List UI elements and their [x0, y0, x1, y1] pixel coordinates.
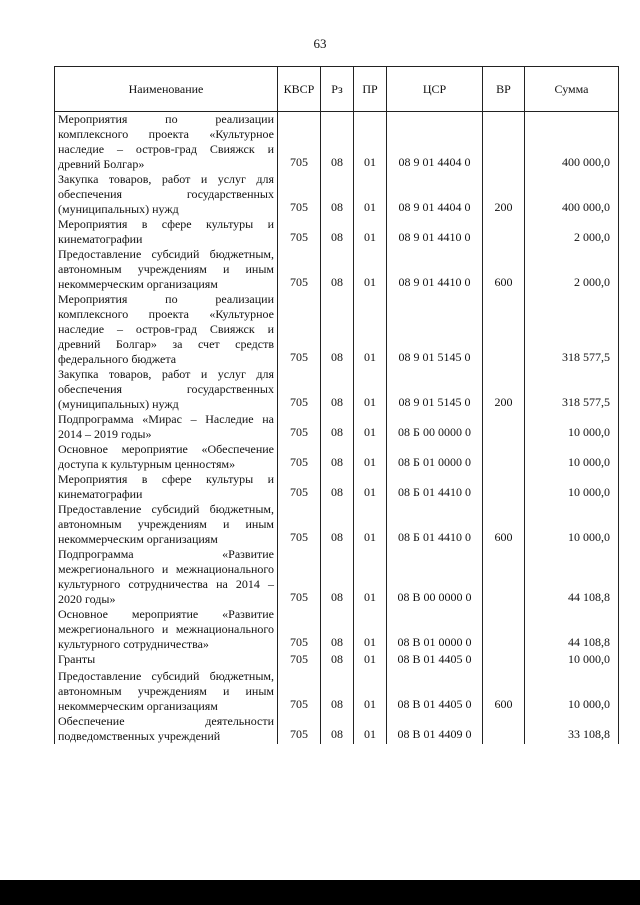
- row-pr: 01: [354, 292, 387, 367]
- row-name: Мероприятия в сфере культуры и кинематографии: [55, 217, 278, 247]
- row-csr: 08 9 01 4410 0: [387, 217, 483, 247]
- table-row: [55, 547, 619, 607]
- row-kvsr: 705: [278, 472, 321, 502]
- row-sum: 44 108,8: [525, 607, 619, 652]
- row-pr: 01: [354, 652, 387, 669]
- row-vr: 600: [483, 502, 525, 547]
- table-row: [55, 607, 619, 652]
- col-header-name: Наименование: [55, 67, 278, 112]
- row-sum: 10 000,0: [525, 669, 619, 714]
- row-pr: 01: [354, 714, 387, 744]
- table-row: [55, 412, 619, 442]
- table-row: [55, 112, 619, 173]
- row-kvsr: 705: [278, 607, 321, 652]
- table-row: [55, 367, 619, 412]
- row-sum: 10 000,0: [525, 652, 619, 669]
- row-name: Подпрограмма «Развитие межрегионального и межнационального культурного сотрудничества на 2014 – 2020 годы»: [55, 547, 278, 607]
- row-sum: 10 000,0: [525, 472, 619, 502]
- row-rz: 08: [321, 547, 354, 607]
- table-row: [55, 502, 619, 547]
- row-name: Предоставление субсидий бюджетным, автономным учреждениям и иным некоммерческим организациям: [55, 247, 278, 292]
- row-kvsr: 705: [278, 669, 321, 714]
- row-csr: 08 Б 01 4410 0: [387, 502, 483, 547]
- row-kvsr: 705: [278, 292, 321, 367]
- row-kvsr: 705: [278, 172, 321, 217]
- table-row: [55, 442, 619, 472]
- row-sum: 400 000,0: [525, 112, 619, 173]
- row-rz: 08: [321, 112, 354, 173]
- row-vr: [483, 652, 525, 669]
- col-header-csr: ЦСР: [387, 67, 483, 112]
- row-kvsr: 705: [278, 367, 321, 412]
- budget-table: [54, 66, 619, 744]
- table-row: [55, 669, 619, 714]
- row-vr: [483, 442, 525, 472]
- row-csr: 08 9 01 4404 0: [387, 172, 483, 217]
- row-rz: 08: [321, 669, 354, 714]
- row-vr: 600: [483, 669, 525, 714]
- row-kvsr: 705: [278, 247, 321, 292]
- row-name: Мероприятия в сфере культуры и кинематографии: [55, 472, 278, 502]
- table-row: [55, 172, 619, 217]
- row-sum: 44 108,8: [525, 547, 619, 607]
- row-name: Закупка товаров, работ и услуг для обеспечения государственных (муниципальных) нужд: [55, 172, 278, 217]
- row-vr: 200: [483, 367, 525, 412]
- row-kvsr: 705: [278, 547, 321, 607]
- row-name: Закупка товаров, работ и услуг для обеспечения государственных (муниципальных) нужд: [55, 367, 278, 412]
- row-vr: [483, 714, 525, 744]
- row-rz: 08: [321, 172, 354, 217]
- row-rz: 08: [321, 652, 354, 669]
- row-csr: 08 Б 01 0000 0: [387, 442, 483, 472]
- row-rz: 08: [321, 247, 354, 292]
- col-header-pr: ПР: [354, 67, 387, 112]
- row-name: Обеспечение деятельности подведомственных учреждений: [55, 714, 278, 744]
- row-kvsr: 705: [278, 652, 321, 669]
- row-sum: 33 108,8: [525, 714, 619, 744]
- row-name: Подпрограмма «Мирас – Наследие на 2014 – 2019 годы»: [55, 412, 278, 442]
- row-rz: 08: [321, 607, 354, 652]
- col-header-rz: Рз: [321, 67, 354, 112]
- row-rz: 08: [321, 442, 354, 472]
- col-header-vr: ВР: [483, 67, 525, 112]
- row-name: Мероприятия по реализации комплексного проекта «Культурное наследие – остров-град Свияжск и древний Болгар» за счет средств федерального бюджета: [55, 292, 278, 367]
- row-csr: 08 9 01 5145 0: [387, 292, 483, 367]
- row-sum: 10 000,0: [525, 502, 619, 547]
- row-sum: 10 000,0: [525, 412, 619, 442]
- col-header-kvsr: КВСР: [278, 67, 321, 112]
- table-row: [55, 217, 619, 247]
- row-kvsr: 705: [278, 442, 321, 472]
- row-kvsr: 705: [278, 714, 321, 744]
- row-sum: 318 577,5: [525, 292, 619, 367]
- row-rz: 08: [321, 412, 354, 442]
- row-csr: 08 В 01 4405 0: [387, 669, 483, 714]
- row-vr: [483, 412, 525, 442]
- table-row: [55, 292, 619, 367]
- scan-bottom-edge: [0, 880, 640, 905]
- row-pr: 01: [354, 669, 387, 714]
- row-name: Основное мероприятие «Развитие межрегионального и межнационального культурного сотрудничества»: [55, 607, 278, 652]
- col-header-sum: Сумма: [525, 67, 619, 112]
- table-row: [55, 247, 619, 292]
- row-pr: 01: [354, 172, 387, 217]
- row-csr: 08 Б 00 0000 0: [387, 412, 483, 442]
- row-pr: 01: [354, 367, 387, 412]
- row-csr: 08 9 01 5145 0: [387, 367, 483, 412]
- row-csr: 08 9 01 4404 0: [387, 112, 483, 173]
- row-csr: 08 9 01 4410 0: [387, 247, 483, 292]
- table-row: [55, 472, 619, 502]
- row-sum: 2 000,0: [525, 247, 619, 292]
- row-vr: 200: [483, 172, 525, 217]
- row-pr: 01: [354, 412, 387, 442]
- row-vr: [483, 217, 525, 247]
- row-pr: 01: [354, 217, 387, 247]
- row-name: Предоставление субсидий бюджетным, автономным учреждениям и иным некоммерческим организациям: [55, 502, 278, 547]
- row-pr: 01: [354, 442, 387, 472]
- row-vr: 600: [483, 247, 525, 292]
- row-name: Предоставление субсидий бюджетным, автономным учреждениям и иным некоммерческим организациям: [55, 669, 278, 714]
- row-sum: 318 577,5: [525, 367, 619, 412]
- row-pr: 01: [354, 502, 387, 547]
- row-pr: 01: [354, 547, 387, 607]
- row-sum: 400 000,0: [525, 172, 619, 217]
- row-vr: [483, 292, 525, 367]
- row-rz: 08: [321, 217, 354, 247]
- row-sum: 10 000,0: [525, 442, 619, 472]
- row-name: Мероприятия по реализации комплексного проекта «Культурное наследие – остров-град Свияжск и древний Болгар»: [55, 112, 278, 173]
- page-number: 63: [313, 36, 327, 51]
- row-csr: 08 Б 01 4410 0: [387, 472, 483, 502]
- row-kvsr: 705: [278, 217, 321, 247]
- row-pr: 01: [354, 247, 387, 292]
- row-pr: 01: [354, 112, 387, 173]
- row-kvsr: 705: [278, 412, 321, 442]
- table-header-row: [55, 67, 619, 112]
- row-rz: 08: [321, 472, 354, 502]
- row-rz: 08: [321, 367, 354, 412]
- row-csr: 08 В 01 4405 0: [387, 652, 483, 669]
- row-sum: 2 000,0: [525, 217, 619, 247]
- row-pr: 01: [354, 607, 387, 652]
- table-row: [55, 714, 619, 744]
- row-vr: [483, 112, 525, 173]
- row-vr: [483, 607, 525, 652]
- row-pr: 01: [354, 472, 387, 502]
- row-rz: 08: [321, 502, 354, 547]
- row-csr: 08 В 00 0000 0: [387, 547, 483, 607]
- row-csr: 08 В 01 4409 0: [387, 714, 483, 744]
- row-vr: [483, 472, 525, 502]
- row-kvsr: 705: [278, 502, 321, 547]
- row-name: Основное мероприятие «Обеспечение доступа к культурным ценностям»: [55, 442, 278, 472]
- row-name: Гранты: [55, 652, 278, 669]
- table-row: [55, 652, 619, 669]
- row-rz: 08: [321, 292, 354, 367]
- row-kvsr: 705: [278, 112, 321, 173]
- row-vr: [483, 547, 525, 607]
- row-csr: 08 В 01 0000 0: [387, 607, 483, 652]
- row-rz: 08: [321, 714, 354, 744]
